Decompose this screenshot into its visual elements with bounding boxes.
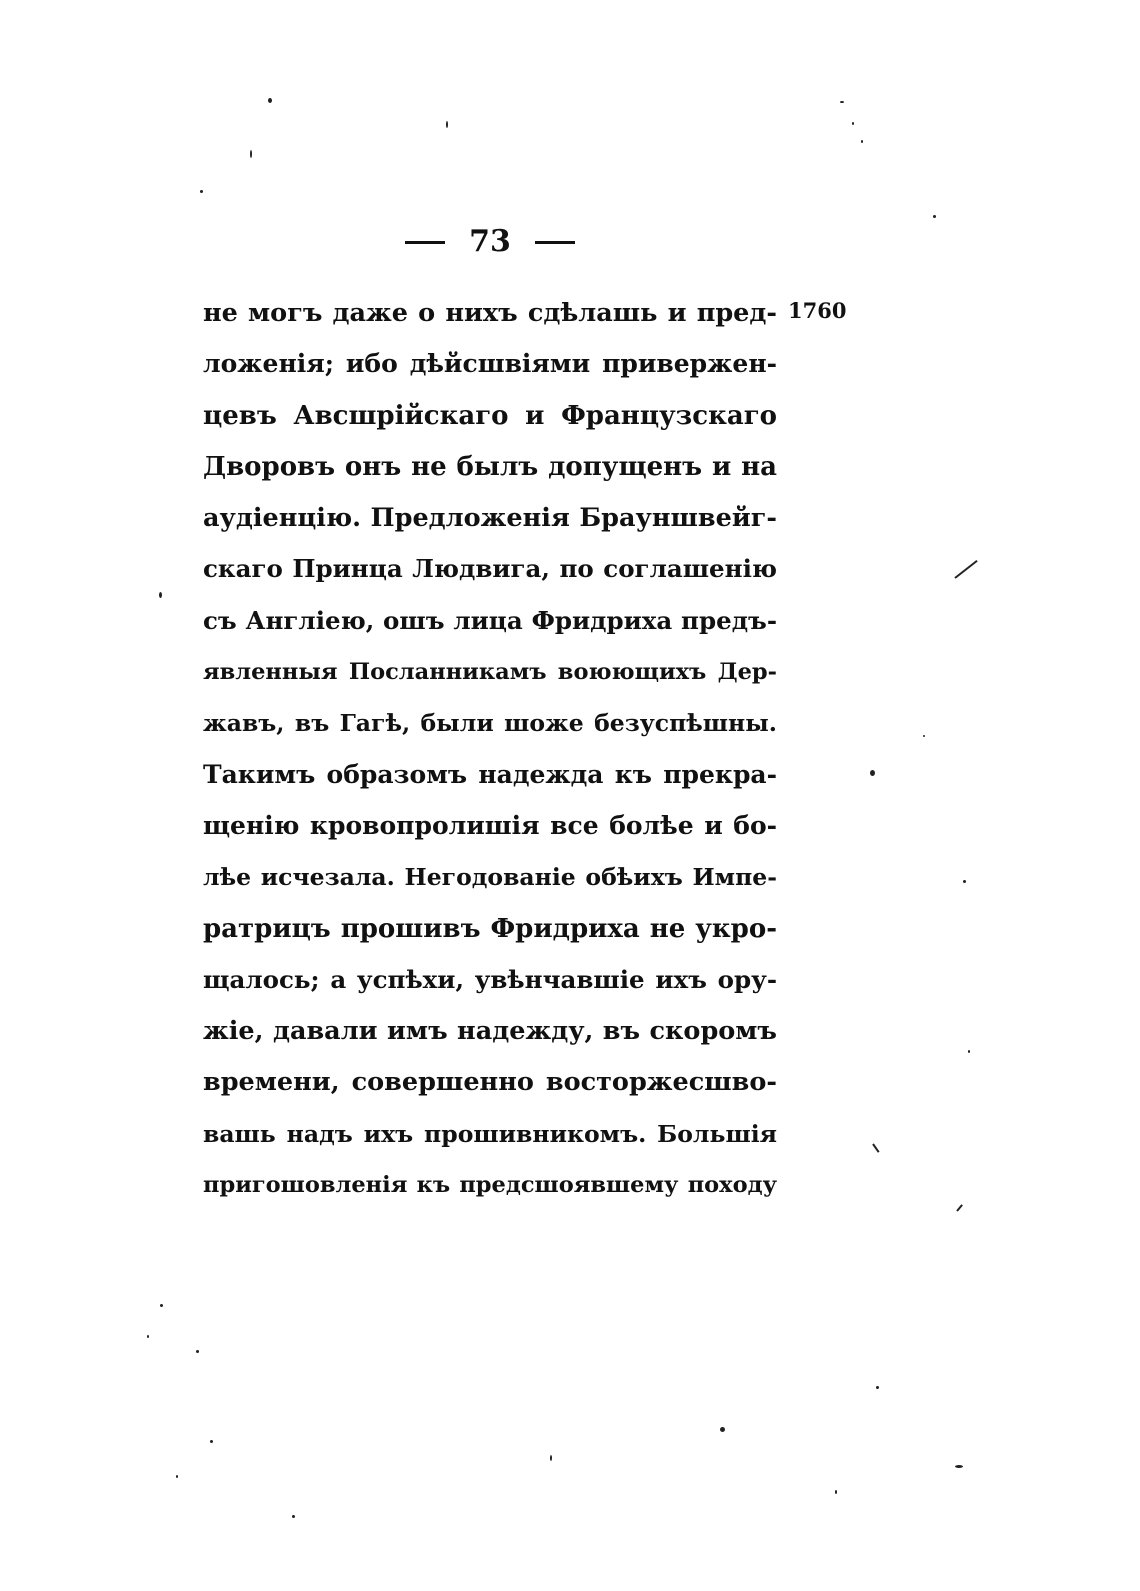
speck <box>196 1350 199 1353</box>
speck <box>963 880 966 883</box>
speck <box>876 1386 879 1389</box>
text-line: жіе, давали имъ надежду, въ скоромъ <box>203 1016 777 1047</box>
header-dash-right <box>535 241 575 244</box>
page-header <box>405 218 575 266</box>
speck <box>250 150 252 158</box>
text-line: щенію кровопролишія все болѣе и бо- <box>203 810 777 840</box>
speck <box>720 1427 725 1432</box>
text-line: явленныя Посланникамъ воюющихъ Дер- <box>203 659 777 686</box>
speck <box>870 770 875 776</box>
text-line: Такимъ образомъ надежда къ прекра- <box>203 759 777 789</box>
header-dash-left <box>405 241 445 244</box>
stray-mark <box>954 560 977 579</box>
speck <box>955 1465 963 1468</box>
speck <box>840 101 844 103</box>
speck <box>933 215 936 218</box>
stray-mark <box>872 1143 879 1152</box>
margin-year-note: 1760 <box>788 298 847 323</box>
speck <box>923 735 925 737</box>
speck <box>176 1475 178 1478</box>
text-line: цевъ Авсшрійскаго и Французскаго <box>203 400 777 431</box>
text-line: жавъ, въ Гагѣ, были шоже безуспѣшны. <box>203 709 777 738</box>
text-line: пригошовленія къ предсшоявшему походу <box>203 1172 777 1199</box>
text-line: Дворовъ онъ не былъ допущенъ и на <box>203 451 777 482</box>
speck <box>210 1440 213 1443</box>
speck <box>200 190 203 193</box>
text-line: ложенія; ибо дѣйсшвіями привержен- <box>203 349 777 379</box>
text-line: вашь надъ ихъ прошивникомъ. Большія <box>203 1119 777 1148</box>
speck <box>550 1455 552 1461</box>
stray-mark <box>956 1204 963 1211</box>
speck <box>446 121 448 128</box>
speck <box>852 122 854 125</box>
speck <box>292 1515 295 1518</box>
text-line: времени, совершенно восторжесшво- <box>203 1067 777 1098</box>
speck <box>968 1050 970 1053</box>
speck <box>861 140 863 143</box>
text-line: лѣе исчезала. Негодованіе обѣихъ Импе- <box>203 863 777 892</box>
text-line: не могъ даже о нихъ сдѣлашь и пред- <box>203 298 777 328</box>
speck <box>268 98 272 103</box>
speck <box>835 1490 837 1494</box>
speck <box>159 592 162 598</box>
text-line: ратрицъ прошивъ Фридриха не укро- <box>203 913 777 944</box>
page-number: 73 <box>469 224 511 259</box>
text-line: щалось; а успѣхи, увѣнчавшіе ихъ ору- <box>203 964 777 994</box>
text-line: съ Англіею, ошъ лица Фридриха предъ- <box>203 605 777 635</box>
speck <box>160 1304 163 1307</box>
speck <box>147 1335 149 1338</box>
text-line: аудіенцію. Предложенія Брауншвейг- <box>203 503 777 534</box>
body-text <box>203 293 777 1216</box>
text-line: скаго Принца Людвига, по соглашенію <box>203 554 777 584</box>
